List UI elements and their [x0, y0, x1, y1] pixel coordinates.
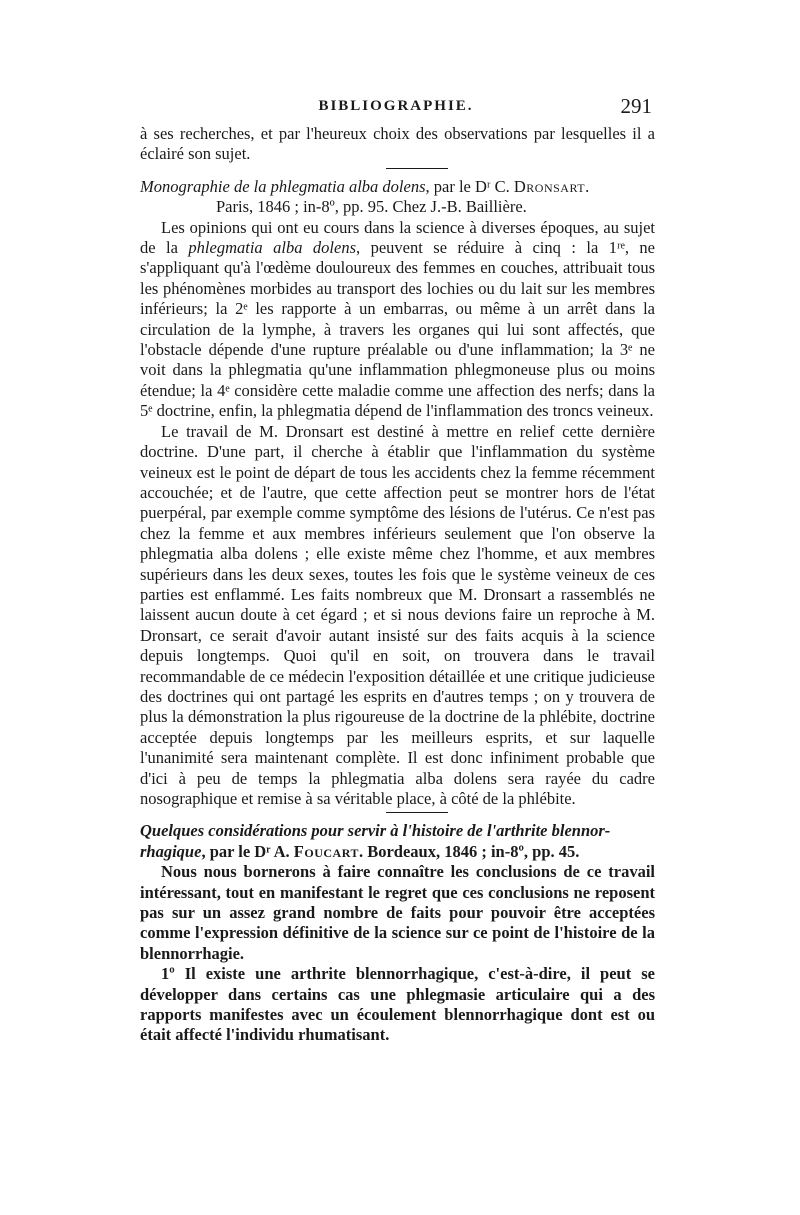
- article1-paragraph-2: Le travail de M. Dronsart est destiné à mettre en relief cette dernière doctrine. D'une part, il cherche à établir que l'inflammation du système veineux est le point de départ de tous les accidents chez la femme récemment accouchée; et de l'autre, que cette affection peut se montrer hors de l'état puerpéral, par exemple comme symptôme des lésions de l'utérus. Ce n'est pas chez la femme et aux membres inférieurs seulement que l'on observe la phlegmatia alba dolens ; elle existe même chez l'homme, et aux membres supérieurs dans les deux sexes, toutes les fois que le système veineux de ces parties est enflammé. Les faits nombreux que M. Dronsart a rassemblés ne laissent aucun doute à cet égard ; et si nous devions faire un reproche à M. Dronsart, ce serait d'avoir autant insisté sur des faits acquis à la science depuis longtemps. Quoi qu'il en soit, on trouvera dans le travail recommandable de ce médecin l'exposition détaillée et une critique judicieuse des doctrines qui ont partagé les esprits en d'autres temps ; on y trouvera de plus la démonstration la plus rigoureuse de la doctrine de la phlébite, doctrine acceptée depuis longtemps par les meilleurs esprits, et sur laquelle l'unanimité sera maintenant complète. Il est donc infiniment probable que d'ici à peu de temps la phlegmatia alba dolens sera rayée du cadre nosographique et remise à sa véritable place, à côté de la phlébite.: [140, 421, 655, 808]
- article2-author-prefix: , par le Dʳ A.: [201, 841, 294, 861]
- article1-p1-text-a: Les opinions qui ont eu cours dans la science à diverses époques, au sujet de la: [140, 217, 655, 258]
- article1-paragraph-1: [140, 218, 655, 422]
- page-number: 291: [620, 94, 652, 118]
- article2-paragraph-2: 1º Il existe une arthrite blennorrhagique, c'est-à-dire, il peut se développer dans certains cas une phlegmasie articulaire qui a des rapports manifestes avec un écoulement blennorrhagique dont est ou était affecté l'individu rhumatisant.: [140, 964, 655, 1045]
- article1-author: Dronsart: [513, 176, 586, 196]
- article1-title: Monographie de la phlegmatia alba dolens: [140, 176, 426, 196]
- running-head: BIBLIOGRAPHIE.: [318, 98, 474, 114]
- article1-author-prefix: , par le Dʳ C.: [425, 176, 514, 196]
- article2-publication: . Bordeaux, 1846 ; in-8º, pp. 45.: [358, 841, 580, 861]
- article2-author: Foucart: [293, 841, 359, 861]
- article2-title-b: rhagique: [140, 841, 202, 861]
- article2-title-a: Quelques considérations pour servir à l'histoire de l'arthrite blennor-: [140, 821, 611, 841]
- article2-paragraph-1: Nous nous bornerons à faire connaître les conclusions de ce travail intéressant, tout en manifestant le regret que ces conclusions ne reposent pas sur un assez grand nombre de faits pour pouvoir être acceptées comme l'expression définitive de la science sur ce point de l'histoire de la blennorrhagie.: [140, 862, 655, 963]
- article2-reference: [140, 821, 655, 862]
- article1-p1-text-b: , peuvent se réduire à cinq : la 1ʳᵉ, ne s'appliquant qu'à l'œdème douloureux des femmes en couches, attribuait tous les phénomènes morbides au transport des lochies ou du lait sur les membres inférieurs; la 2ᵉ les rapporte à un embarras, ou même à un arrêt dans la circulation de la lymphe, à travers les organes qui lui sont affectés, que l'obstacle dépende d'une rupture préalable ou d'une inflammation; la 3ᵉ ne voit dans la phlegmatia qu'une inflammation phlegmoneuse plus ou moins étendue; la 4ᵉ considère cette maladie comme une affection des nerfs; dans la 5ᵉ doctrine, enfin, la phlegmatia dépend de l'inflammation des troncs veineux.: [140, 238, 656, 421]
- page-body: [140, 124, 655, 1046]
- section-divider: [386, 812, 448, 813]
- article1-author-suffix: .: [585, 176, 590, 196]
- page-header: [140, 94, 652, 122]
- article1-publication: Paris, 1846 ; in-8º, pp. 95. Chez J.-B. Baillière.: [216, 197, 527, 217]
- article1-p1-emphasis: phlegmatia alba dolens: [188, 238, 357, 258]
- section-divider: [386, 168, 448, 169]
- intro-paragraph: à ses recherches, et par l'heureux choix des observations par lesquelles il a éclairé son sujet.: [140, 124, 655, 164]
- article1-reference: [140, 177, 655, 218]
